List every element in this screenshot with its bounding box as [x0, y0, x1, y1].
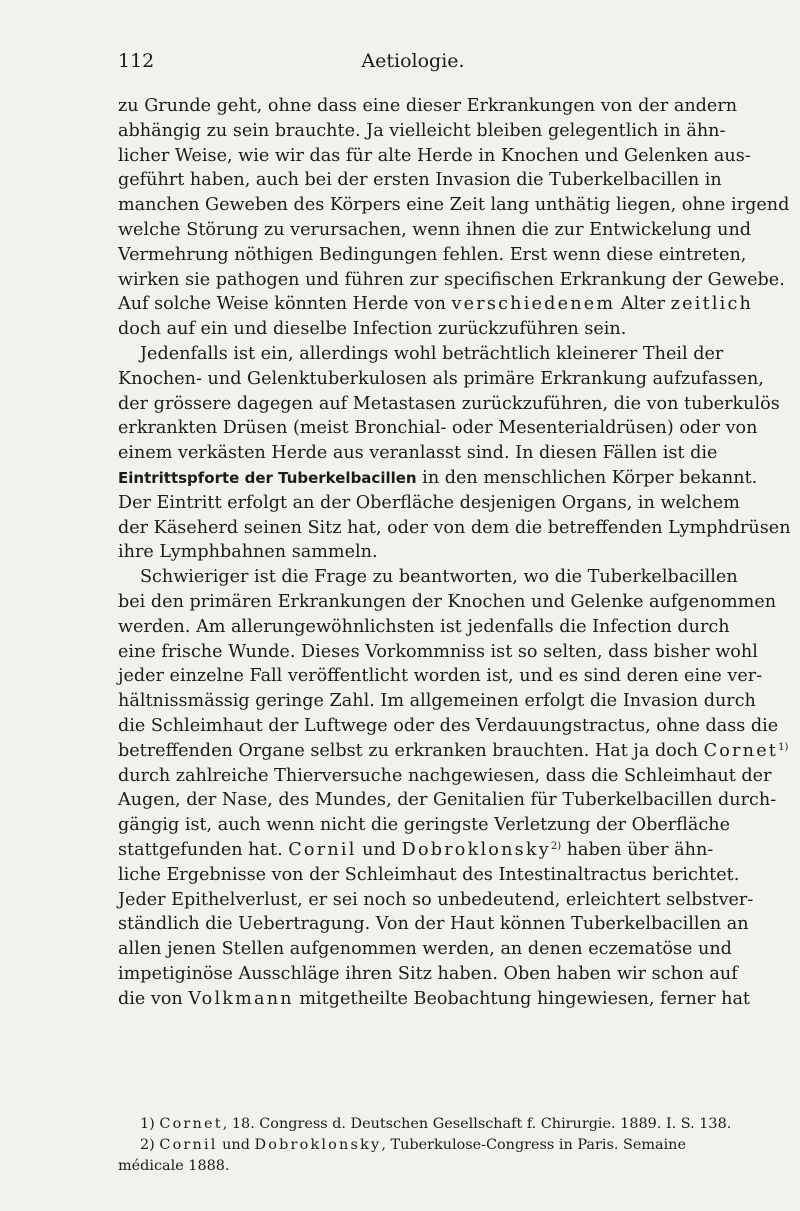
text-line: hältnissmässig geringe Zahl. Im allgemeinen erfolgt die Invasion durch [118, 691, 756, 712]
text-line: doch auf ein und dieselbe Infection zurückzuführen sein. [118, 319, 627, 340]
text-line: Eintrittspforte der Tuberkelbacillen in den menschlichen Körper bekannt. [118, 467, 758, 488]
text-line: stattgefunden hat. Cornil und Dobroklonsky$^{2)}$ haben über ähn- [118, 839, 714, 860]
text-line: die Schleimhaut der Luftwege oder des Verdauungstractus, ohne dass die [118, 715, 779, 736]
text-line: zu Grunde geht, ohne dass eine dieser Erkrankungen von der andern [118, 96, 738, 116]
footnote-ref: 2) [550, 840, 562, 852]
text-line: Augen, der Nase, des Mundes, der Genitalien für Tuberkelbacillen durch- [118, 790, 777, 811]
footnotes [118, 1114, 732, 1177]
text-line: jeder einzelne Fall veröffentlicht worden ist, und es sind deren eine ver- [118, 666, 763, 687]
footnote: 2) Cornil und Dobroklonsky, Tuberkulose-Congress in Paris. Semaine [140, 1137, 686, 1153]
text-line: durch zahlreiche Thierversuche nachgewiesen, dass die Schleimhaut der [118, 765, 772, 786]
spaced-emphasis: Cornil [288, 839, 357, 860]
running-title: Aetiologie. [361, 50, 465, 72]
text-line: abhängig zu sein brauchte. Ja vielleicht bleiben gelegentlich in ähn- [118, 120, 726, 141]
text-line: impetiginöse Ausschläge ihren Sitz haben. Oben haben wir schon auf [118, 963, 738, 984]
text-line: Der Eintritt erfolgt an der Oberfläche desjenigen Organs, in welchem [118, 492, 740, 513]
spaced-emphasis: zeitlich [670, 294, 754, 315]
text-line: erkrankten Drüsen (meist Bronchial- oder Mesenterialdrüsen) oder von [118, 418, 758, 439]
text-line: ihre Lymphbahnen sammeln. [118, 542, 378, 563]
text-line: ständlich die Uebertragung. Von der Haut können Tuberkelbacillen an [118, 914, 749, 935]
text-line: Knochen- und Gelenktuberkulosen als primäre Erkrankung aufzufassen, [118, 368, 764, 389]
spaced-emphasis: Cornet [703, 740, 779, 761]
text-line: licher Weise, wie wir das für alte Herde in Knochen und Gelenken aus- [118, 145, 751, 166]
footnote: 1) Cornet, 18. Congress d. Deutschen Gesellschaft f. Chirurgie. 1889. I. S. 138. [140, 1116, 732, 1132]
text-line: allen jenen Stellen aufgenommen werden, an denen eczematöse und [118, 939, 732, 960]
text-line: die von Volkmann mitgetheilte Beobachtung hingewiesen, ferner hat [118, 988, 751, 1009]
page-number: 112 [118, 50, 155, 72]
bold-emphasis: Eintrittspforte der Tuberkelbacillen [118, 468, 417, 487]
text-line: gängig ist, auch wenn nicht die geringste Verletzung der Oberfläche [118, 815, 730, 836]
spaced-emphasis: verschiedenem [451, 294, 616, 315]
body-text [118, 94, 791, 1011]
text-line: werden. Am allerungewöhnlichsten ist jedenfalls die Infection durch [118, 616, 730, 637]
text-line: der grössere dagegen auf Metastasen zurückzuführen, die von tuberkulös [118, 393, 780, 414]
text-line: einem verkästen Herde aus veranlasst sind. In diesen Fällen ist die [118, 443, 718, 464]
text-line: bei den primären Erkrankungen der Knochen und Gelenke aufgenommen [118, 591, 777, 612]
text-line: geführt haben, auch bei der ersten Invasion die Tuberkelbacillen in [118, 170, 722, 191]
text-line: Jedenfalls ist ein, allerdings wohl beträchtlich kleinerer Theil der [140, 343, 724, 364]
text-line: betreffenden Organe selbst zu erkranken brauchten. Hat ja doch Cornet$^{1)}$ [118, 740, 789, 761]
text-line: welche Störung zu verursachen, wenn ihnen die zur Entwickelung und [118, 219, 752, 240]
text-line: manchen Geweben des Körpers eine Zeit lang unthätig liegen, ohne irgend [118, 195, 790, 216]
text-line: Schwieriger ist die Frage zu beantworten, wo die Tuberkelbacillen [140, 567, 738, 588]
spaced-emphasis: Volkmann [188, 988, 294, 1009]
footnote-continuation: médicale 1888. [118, 1158, 230, 1174]
footnote-ref: 1) [778, 741, 789, 753]
spaced-emphasis: Dobroklonsky [401, 839, 551, 860]
text-line: Auf solche Weise könnten Herde von verschiedenem Alter zeitlich [118, 294, 754, 315]
text-line: Vermehrung nöthigen Bedingungen fehlen. Erst wenn diese eintreten, [118, 244, 747, 265]
text-line: wirken sie pathogen und führen zur specifischen Erkrankung der Gewebe. [118, 269, 785, 290]
text-line: eine frische Wunde. Dieses Vorkommniss ist so selten, dass bisher wohl [118, 641, 758, 662]
text-line: der Käseherd seinen Sitz hat, oder von dem die betreffenden Lymphdrüsen [118, 517, 791, 538]
text-line: Jeder Epithelverlust, er sei noch so unbedeutend, erleichtert selbstver- [118, 889, 754, 910]
text-line: liche Ergebnisse von der Schleimhaut des Intestinaltractus berichtet. [118, 864, 740, 885]
page-header [118, 50, 708, 78]
